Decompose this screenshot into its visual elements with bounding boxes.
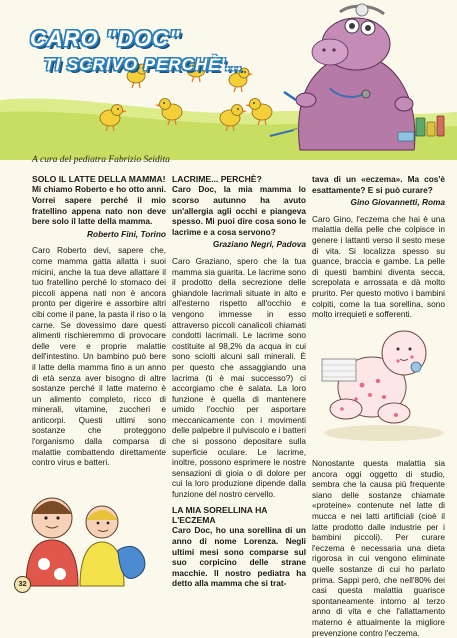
column-3	[312, 174, 445, 320]
letter-answer: Caro Roberto devi, sapere che, come mamma gatta allatta i suoi micini, anche la tua deve allattare il tuo fratellino perché lo stomaco dei piccoli appena nati non è ancora pronto per digerire e assorbire altri cibi come il pane, la pasta il riso o la carne. Se dovessimo dare questi alimenti rischieremmo di provocare delle vere e proprie malattie dell'intestino. Un bambino può bere il latte della mamma fino a un anno di età senza aver bisogno di altre sostanze perché il latte materno è un alimento completo, ricco di minerali, vitamine, zuccheri e anticorpi. Questi ultimi sono sostanze che proteggono l'organismo dalla comparsa di malattie combattendo direttamente contro virus e batteri.	[32, 245, 166, 468]
doctor-character	[284, 4, 415, 150]
column-2	[172, 174, 306, 589]
letter-signature: Roberto Fini, Torino	[87, 228, 166, 239]
curator-credit: A cura del pediatra Fabrizio Seidita	[32, 155, 170, 165]
letter-question: Caro Doc, la mia mamma lo scorso autunno ha avuto un'allergia agli occhi e piangeva spesso. Mi puoi dire cosa sono le lacrime e a cosa servono?	[172, 184, 306, 237]
letter-title: LACRIME... PERCHÈ?	[172, 174, 262, 184]
children-illustration	[18, 490, 158, 586]
column-1	[32, 174, 166, 468]
baby-with-eczema-illustration	[312, 325, 452, 447]
page-number: 32	[14, 576, 31, 593]
letter-signature: Graziano Negri, Padova	[212, 239, 306, 250]
letter-answer: Caro Graziano, spero che la tua mamma sia guarita. Le lacrime sono il prodotto della secrezione delle ghiandole lacrimali situate in alto e all'esterno rispetto all'occhio e vengono immesse in esso attraverso piccoli canalicoli chiamati condotti lacrimali. Le lacrime sono costituite al 98,2% da acqua in cui sono sciolti alcuni sali minerali. È per questo che assaggiando una lacrima (ti è mai successo?) ci accorgiamo che è salata. La loro funzione è quella di mantenere umido l'occhio per asportare meccanicamente con i movimenti delle palpebre il pulviscolo e i batteri che si possono depositare sulla superficie oculare. Le lacrime, inoltre, possono esprimere le nostre sensazioni di gioia o di dolore per cui la loro produzione dipende dalla funzione del nostro cervello.	[172, 255, 306, 500]
letter-answer-continued: Nonostante questa malattia sia ancora oggi oggetto di studio, sembra che la causa più frequente siano delle sostanze chiamate «proteine» contenute nel latte di mucca e nei latti artificiali (cioè il latte prodotto dalle industrie per i bambini piccoli). Per curare l'eczema è necessaria una dieta rigorosa in cui vengono eliminate quelle sostanze di cui ho parlato prima. Sappi però, che nell'80% dei casi questa malattia guarisce spontaneamente intorno al terzo anno di vita e che l'allattamento materno è attualmente la migliore prevenzione contro l'eczema.	[312, 458, 445, 638]
header-illustration	[0, 0, 457, 160]
chicks-and-doctor-illustration	[0, 0, 457, 160]
letter-answer: Caro Gino, l'eczema che hai è una malattia della pelle che colpisce in genere i lattanti verso il sesto mese di vita. Si localizza spesso su guance, braccia e gambe. La pelle di questi bambini diventa secca, screpolata e arrossata e dà molto prurito. Per questo motivo i bambini colpiti, come la tua sorellina, sono molto irrequieti e sofferenti.	[312, 213, 445, 320]
letter-question: Caro Doc, ho una sorellina di un anno di nome Lorenza. Negli ultimi mesi sono comparse sul suo corpicino delle strane macchie. Il nostro pediatra ha detto alla mamma che si trat-	[172, 525, 306, 589]
letter-signature: Gino Giovannetti, Roma	[350, 197, 445, 208]
letter-question-continued: tava di un «eczema». Ma cos'è esattamente? E si può curare?	[312, 174, 445, 195]
letter-title: LA MIA SORELLINA HA L'ECZEMA	[172, 504, 268, 526]
column-3-lower	[312, 458, 445, 638]
letter-question: Mi chiamo Roberto e ho otto anni. Vorrei sapere perché il mio fratellino appena nato non deve bere solo il latte della mamma.	[32, 184, 166, 227]
page-title-line-1: CARO "DOC"	[30, 26, 181, 51]
letter-title: SOLO IL LATTE DELLA MAMMA!	[32, 174, 166, 184]
page-title-line-2: TI SCRIVO PERCHÈ'...	[44, 55, 243, 74]
